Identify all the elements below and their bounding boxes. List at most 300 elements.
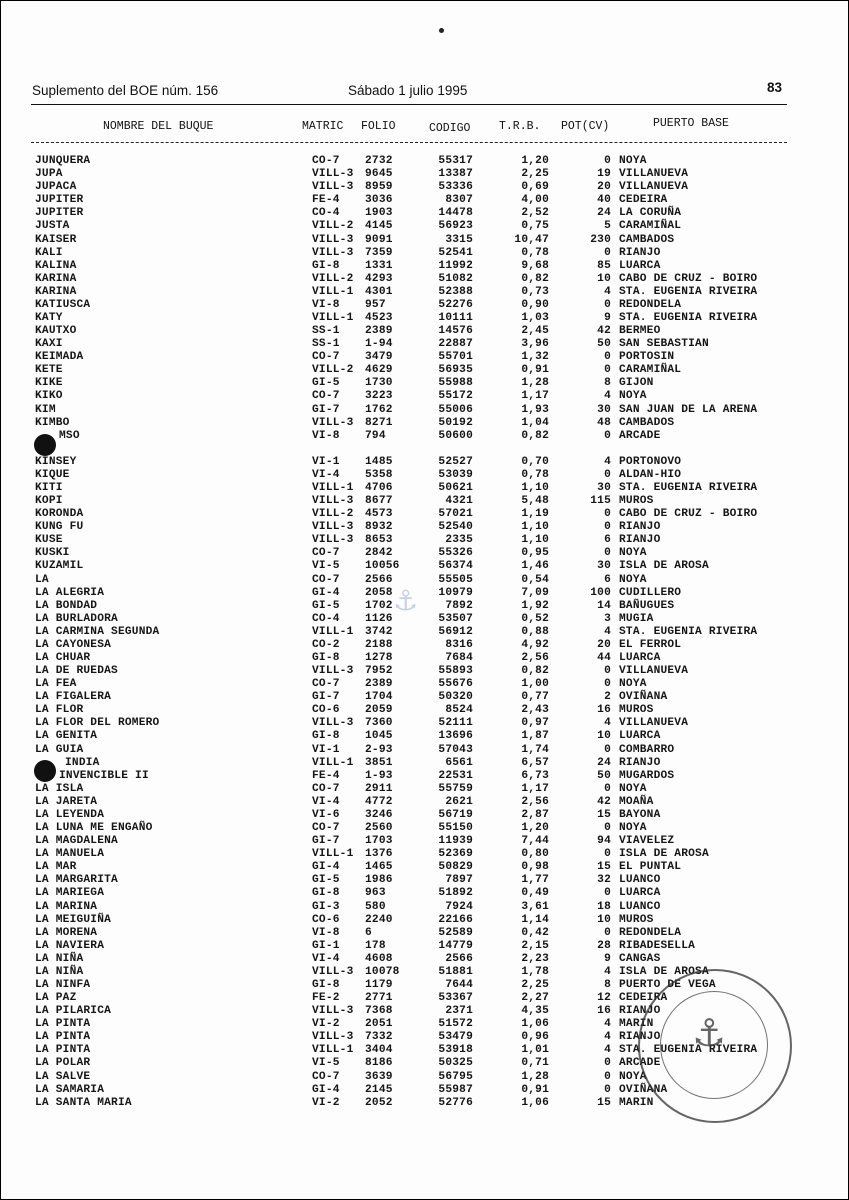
column-header-name: NOMBRE DEL BUQUE	[103, 120, 214, 133]
folio-value: 1730	[365, 377, 393, 390]
folio-value: 4573	[365, 508, 393, 521]
codigo-value: 14576	[438, 325, 473, 337]
pot-value: 0	[604, 782, 611, 795]
codigo-value: 53336	[438, 181, 473, 194]
codigo-value: 56719	[438, 808, 473, 821]
vessel-name: LA SAMARIA	[35, 1083, 105, 1096]
matric-value: VI-5	[312, 1057, 340, 1070]
pot-value: 0	[604, 887, 611, 900]
codigo-value: 57021	[438, 508, 473, 521]
matric-value: FE-4	[312, 194, 340, 207]
trb-value: 1,10	[521, 521, 549, 534]
table-row	[1, 390, 849, 403]
folio-value: 2771	[365, 992, 393, 1004]
vessel-name: LA LEYENDA	[35, 808, 105, 821]
table-row	[1, 495, 849, 508]
codigo-value: 14779	[438, 939, 473, 952]
trb-value: 1,78	[521, 965, 549, 978]
trb-value: 1,87	[521, 730, 549, 743]
pot-value: 0	[604, 743, 611, 756]
matric-value: VI-2	[312, 1018, 340, 1031]
vessel-name: KIQUE	[35, 468, 70, 481]
pot-value: 4	[604, 1018, 611, 1031]
vessel-name: JUSTA	[35, 220, 70, 233]
codigo-value: 52541	[438, 246, 473, 259]
trb-value: 2,15	[521, 939, 549, 952]
federation-seal-stamp	[638, 969, 792, 1123]
vessel-name: KUSKI	[35, 547, 70, 560]
matric-value: GI-8	[312, 259, 340, 272]
table-row	[1, 430, 849, 443]
folio-value: 1762	[365, 403, 393, 416]
matric-value: VILL-2	[312, 364, 354, 377]
matric-value: CO-7	[312, 822, 340, 834]
pot-value: 85	[597, 259, 611, 272]
codigo-value: 55676	[438, 678, 473, 691]
folio-value: 1986	[365, 874, 393, 887]
folio-value: 8959	[365, 181, 393, 194]
pot-value: 0	[604, 521, 611, 534]
matric-value: GI-8	[312, 979, 340, 991]
vessel-name: LA NIÑA	[35, 965, 84, 978]
trb-value: 0,78	[521, 468, 549, 481]
matric-value: VILL-3	[312, 416, 354, 429]
vessel-name: KAUTXO	[35, 325, 77, 337]
vessel-name: LA MAR	[35, 861, 77, 874]
folio-value: 1465	[365, 861, 393, 874]
matric-value: VI-8	[312, 298, 340, 311]
vessel-name: KINSEY	[35, 455, 77, 468]
pot-value: 230	[590, 233, 611, 246]
pot-value: 20	[597, 638, 611, 651]
codigo-value: 56795	[438, 1070, 473, 1083]
folio-value: 1045	[365, 730, 393, 743]
matric-value: GI-5	[312, 874, 340, 887]
puerto-value: GIJON	[619, 377, 654, 390]
folio-value: 5358	[365, 468, 393, 481]
pot-value: 10	[597, 272, 611, 285]
codigo-value: 14478	[438, 207, 473, 220]
puerto-value: REDONDELA	[619, 298, 682, 311]
matric-value: GI-5	[312, 377, 340, 390]
codigo-value: 52540	[438, 521, 473, 534]
table-row	[1, 312, 849, 325]
trb-value: 6,73	[521, 769, 549, 782]
vessel-name: KEIMADA	[35, 351, 84, 364]
puerto-value: MOAÑA	[619, 795, 654, 808]
folio-value: 3404	[365, 1044, 393, 1057]
trb-value: 4,35	[521, 1005, 549, 1018]
vessel-name: LA PILARICA	[35, 1005, 112, 1018]
trb-value: 1,04	[521, 416, 549, 429]
puerto-value: LUARCA	[619, 730, 661, 743]
matric-value: CO-4	[312, 207, 340, 220]
vessel-name: LA LUNA ME ENGAÑO	[35, 822, 153, 834]
vessel-name: LA	[35, 573, 49, 586]
puerto-value: NOYA	[619, 390, 647, 403]
matric-value: VILL-3	[312, 495, 354, 507]
trb-value: 0,97	[521, 717, 549, 730]
trb-value: 2,52	[521, 207, 549, 220]
vessel-name: INDIA	[65, 756, 100, 769]
pot-value: 0	[604, 508, 611, 521]
vessel-name: LA GUIA	[35, 743, 84, 756]
folio-value: 4293	[365, 272, 393, 285]
puerto-value: BERMEO	[619, 325, 661, 337]
matric-value: FE-2	[312, 992, 340, 1004]
codigo-value: 53039	[438, 468, 473, 481]
codigo-value: 55505	[438, 573, 473, 586]
trb-value: 0,71	[521, 1057, 549, 1070]
folio-value: 580	[365, 900, 386, 913]
vessel-name: KORONDA	[35, 508, 84, 521]
folio-value: 2566	[365, 573, 393, 586]
vessel-name: KIMBO	[35, 416, 70, 429]
folio-value: 4629	[365, 364, 393, 377]
page-number: 83	[767, 80, 783, 95]
table-row	[1, 822, 849, 835]
codigo-value: 55988	[438, 377, 473, 390]
codigo-value: 53479	[438, 1031, 473, 1044]
folio-value: 8186	[365, 1057, 393, 1070]
folio-value: 2389	[365, 678, 393, 691]
vessel-name: KUSE	[35, 534, 63, 547]
matric-value: SS-1	[312, 338, 340, 351]
matric-value: VILL-2	[312, 272, 354, 285]
matric-value: VILL-2	[312, 508, 354, 521]
folio-value: 2911	[365, 782, 393, 795]
table-row	[1, 168, 849, 181]
pot-value: 50	[597, 769, 611, 782]
codigo-value: 2335	[445, 534, 473, 547]
codigo-value: 7897	[445, 874, 473, 887]
table-row	[1, 861, 849, 874]
table-row	[1, 155, 849, 168]
matric-value: CO-7	[312, 573, 340, 586]
trb-value: 0,77	[521, 691, 549, 704]
folio-value: 10056	[365, 560, 400, 573]
puerto-value: PORTONOVO	[619, 455, 682, 468]
column-header-folio: FOLIO	[361, 120, 396, 133]
table-row	[1, 508, 849, 521]
table-row	[1, 534, 849, 547]
vessel-name: LA PINTA	[35, 1031, 91, 1044]
vessel-name: LA PAZ	[35, 992, 77, 1004]
trb-value: 0,98	[521, 861, 549, 874]
pot-value: 4	[604, 1044, 611, 1057]
trb-value: 1,14	[521, 913, 549, 926]
table-row	[1, 247, 849, 260]
matric-value: GI-7	[312, 835, 340, 848]
pot-value: 4	[604, 390, 611, 403]
speck-mark	[439, 28, 444, 33]
puerto-value: ALDAN-HIO	[619, 468, 682, 481]
matric-value: GI-5	[312, 599, 340, 612]
puerto-value: NOYA	[619, 1070, 647, 1083]
folio-value: 8271	[365, 416, 393, 429]
pot-value: 0	[604, 665, 611, 677]
table-row	[1, 417, 849, 430]
codigo-value: 10111	[438, 312, 473, 324]
table-row	[1, 299, 849, 312]
pot-value: 9	[604, 952, 611, 965]
trb-value: 2,25	[521, 168, 549, 181]
puerto-value: STA. EUGENIA RIVEIRA	[619, 625, 758, 638]
pot-value: 16	[597, 704, 611, 717]
pot-value: 0	[604, 547, 611, 560]
codigo-value: 50829	[438, 861, 473, 874]
vessel-name: LA POLAR	[35, 1057, 91, 1070]
trb-value: 5,48	[521, 495, 549, 507]
trb-value: 0,88	[521, 625, 549, 638]
pot-value: 2	[604, 691, 611, 704]
puerto-value: CABO DE CRUZ - BOIRO	[619, 272, 758, 285]
matric-value: CO-7	[312, 782, 340, 795]
codigo-value: 7892	[445, 599, 473, 612]
pot-value: 8	[604, 377, 611, 390]
pot-value: 40	[597, 194, 611, 207]
vessel-name: JUPACA	[35, 181, 77, 194]
vessel-name: LA BONDAD	[35, 599, 98, 612]
puerto-value: RIANJO	[619, 756, 661, 769]
pot-value: 44	[597, 652, 611, 664]
codigo-value: 50325	[438, 1057, 473, 1070]
folio-value: 1-93	[365, 769, 393, 782]
vessel-name: KETE	[35, 364, 63, 377]
table-row	[1, 338, 849, 351]
pot-value: 115	[590, 495, 611, 507]
vessel-name: KAXI	[35, 338, 63, 351]
codigo-value: 22166	[438, 913, 473, 926]
table-row	[1, 927, 849, 940]
trb-value: 1,28	[521, 1070, 549, 1083]
pot-value: 30	[597, 560, 611, 573]
matric-value: VI-1	[312, 455, 340, 468]
pot-value: 9	[604, 312, 611, 324]
pot-value: 30	[597, 481, 611, 494]
matric-value: GI-1	[312, 939, 340, 952]
puerto-value: ISLA DE AROSA	[619, 560, 709, 573]
pot-value: 10	[597, 730, 611, 743]
codigo-value: 52369	[438, 848, 473, 861]
pot-value: 5	[604, 220, 611, 233]
trb-value: 4,00	[521, 194, 549, 207]
matric-value: VI-8	[312, 926, 340, 939]
codigo-value: 50192	[438, 416, 473, 429]
table-row	[1, 351, 849, 364]
puerto-value: LA CORUÑA	[619, 207, 682, 220]
codigo-value: 53367	[438, 992, 473, 1004]
codigo-value: 11992	[438, 259, 473, 272]
matric-value: GI-7	[312, 403, 340, 416]
folio-value: 1331	[365, 259, 393, 272]
codigo-value: 52388	[438, 285, 473, 298]
table-row	[1, 626, 849, 639]
folio-value: 7332	[365, 1031, 393, 1044]
table-row	[1, 730, 849, 743]
codigo-value: 53918	[438, 1044, 473, 1057]
puerto-value: PUERTO DE VEGA	[619, 979, 716, 991]
matric-value: VILL-2	[312, 220, 354, 233]
folio-value: 3639	[365, 1070, 393, 1083]
trb-value: 0,82	[521, 429, 549, 442]
trb-value: 1,77	[521, 874, 549, 887]
puerto-value: NOYA	[619, 782, 647, 795]
folio-value: 6	[365, 926, 372, 939]
puerto-value: REDONDELA	[619, 926, 682, 939]
matric-value: VI-8	[312, 429, 340, 442]
pot-value: 18	[597, 900, 611, 913]
codigo-value: 55172	[438, 390, 473, 403]
puerto-value: CABO DE CRUZ - BOIRO	[619, 508, 758, 521]
trb-value: 0,90	[521, 298, 549, 311]
folio-value: 1278	[365, 652, 393, 664]
column-header-puerto: PUERTO BASE	[653, 117, 729, 130]
puerto-value: STA. EUGENIA RIVEIRA	[619, 481, 758, 494]
pot-value: 0	[604, 1057, 611, 1070]
folio-value: 4301	[365, 285, 393, 298]
pot-value: 32	[597, 874, 611, 887]
folio-value: 10078	[365, 965, 400, 978]
table-row	[1, 364, 849, 377]
puerto-value: NOYA	[619, 822, 647, 834]
puerto-value: RIBADESELLA	[619, 939, 696, 952]
matric-value: SS-1	[312, 325, 340, 337]
codigo-value: 13387	[438, 168, 473, 181]
folio-value: 2058	[365, 586, 393, 599]
codigo-value: 7644	[445, 979, 473, 991]
matric-value: CO-7	[312, 1070, 340, 1083]
trb-value: 1,06	[521, 1018, 549, 1031]
pot-value: 0	[604, 351, 611, 364]
folio-value: 4608	[365, 952, 393, 965]
pot-value: 0	[604, 926, 611, 939]
folio-value: 3246	[365, 808, 393, 821]
codigo-value: 52276	[438, 298, 473, 311]
vessel-name: LA MEIGUIÑA	[35, 913, 112, 926]
vessel-name: LA FIGALERA	[35, 691, 112, 704]
vessel-name: KATIUSCA	[35, 298, 91, 311]
folio-value: 7952	[365, 665, 393, 677]
matric-value: VILL-3	[312, 168, 354, 181]
puerto-value: CAMBADOS	[619, 233, 675, 246]
matric-value: VI-6	[312, 808, 340, 821]
pot-value: 24	[597, 756, 611, 769]
puerto-value: MARIN	[619, 1018, 654, 1031]
pot-value: 4	[604, 625, 611, 638]
matric-value: VILL-3	[312, 1031, 354, 1044]
codigo-value: 10979	[438, 586, 473, 599]
codigo-value: 13696	[438, 730, 473, 743]
matric-value: GI-4	[312, 861, 340, 874]
codigo-value: 2371	[445, 1005, 473, 1018]
matric-value: CO-7	[312, 390, 340, 403]
trb-value: 2,25	[521, 979, 549, 991]
table-row	[1, 744, 849, 757]
table-row	[1, 940, 849, 953]
table-row	[1, 273, 849, 286]
trb-value: 1,32	[521, 351, 549, 364]
table-row	[1, 796, 849, 809]
vessel-name: JUPA	[35, 168, 63, 181]
matric-value: GI-8	[312, 652, 340, 664]
trb-value: 0,80	[521, 848, 549, 861]
trb-value: 3,96	[521, 338, 549, 351]
codigo-value: 7684	[445, 652, 473, 664]
vessel-name: KAISER	[35, 233, 77, 246]
codigo-value: 11939	[438, 835, 473, 848]
vessel-name: JUPITER	[35, 207, 84, 220]
puerto-value: NOYA	[619, 547, 647, 560]
matric-value: CO-4	[312, 612, 340, 625]
matric-value: VILL-1	[312, 481, 354, 494]
puerto-value: CARAMIÑAL	[619, 364, 682, 377]
trb-value: 3,61	[521, 900, 549, 913]
matric-value: VI-4	[312, 952, 340, 965]
trb-value: 1,92	[521, 599, 549, 612]
puerto-value: LUARCA	[619, 887, 661, 900]
vessel-name: LA SANTA MARIA	[35, 1096, 132, 1109]
pot-value: 4	[604, 455, 611, 468]
trb-value: 2,27	[521, 992, 549, 1004]
pot-value: 12	[597, 992, 611, 1004]
matric-value: VI-4	[312, 795, 340, 808]
codigo-value: 8307	[445, 194, 473, 207]
folio-value: 2560	[365, 822, 393, 834]
pot-value: 50	[597, 338, 611, 351]
vessel-name: LA CAYONESA	[35, 638, 112, 651]
folio-value: 8932	[365, 521, 393, 534]
puerto-value: PORTOSIN	[619, 351, 675, 364]
puerto-value: BAÑUGUES	[619, 599, 675, 612]
matric-value: VI-1	[312, 743, 340, 756]
matric-value: VILL-1	[312, 285, 354, 298]
vessel-name: LA CHUAR	[35, 652, 91, 664]
trb-value: 1,06	[521, 1096, 549, 1109]
puerto-value: LUANCO	[619, 900, 661, 913]
puerto-value: STA. EUGENIA RIVEIRA	[619, 1044, 758, 1057]
trb-value: 1,19	[521, 508, 549, 521]
vessel-name: LA NINFA	[35, 979, 91, 991]
codigo-value: 50600	[438, 429, 473, 442]
puerto-value: EL FERROL	[619, 638, 682, 651]
trb-value: 1,00	[521, 678, 549, 691]
puerto-value: CANGAS	[619, 952, 661, 965]
codigo-value: 51082	[438, 272, 473, 285]
codigo-value: 56374	[438, 560, 473, 573]
vessel-name: LA FEA	[35, 678, 77, 691]
trb-value: 7,44	[521, 835, 549, 848]
table-row	[1, 181, 849, 194]
folio-value: 3851	[365, 756, 393, 769]
anchor-icon: ⚓	[393, 584, 419, 617]
trb-value: 1,10	[521, 481, 549, 494]
puerto-value: RIANJO	[619, 534, 661, 547]
table-row	[1, 901, 849, 914]
trb-value: 1,01	[521, 1044, 549, 1057]
folio-value: 1903	[365, 207, 393, 220]
folio-value: 4145	[365, 220, 393, 233]
trb-value: 0,96	[521, 1031, 549, 1044]
publication-date: Sábado 1 julio 1995	[348, 83, 468, 98]
pot-value: 24	[597, 207, 611, 220]
publication-title: Suplemento del BOE núm. 156	[32, 83, 219, 98]
folio-value: 794	[365, 429, 386, 442]
table-row	[1, 560, 849, 573]
puerto-value: ISLA DE AROSA	[619, 848, 709, 861]
pot-value: 28	[597, 939, 611, 952]
vessel-name: LA MARIEGA	[35, 887, 105, 900]
